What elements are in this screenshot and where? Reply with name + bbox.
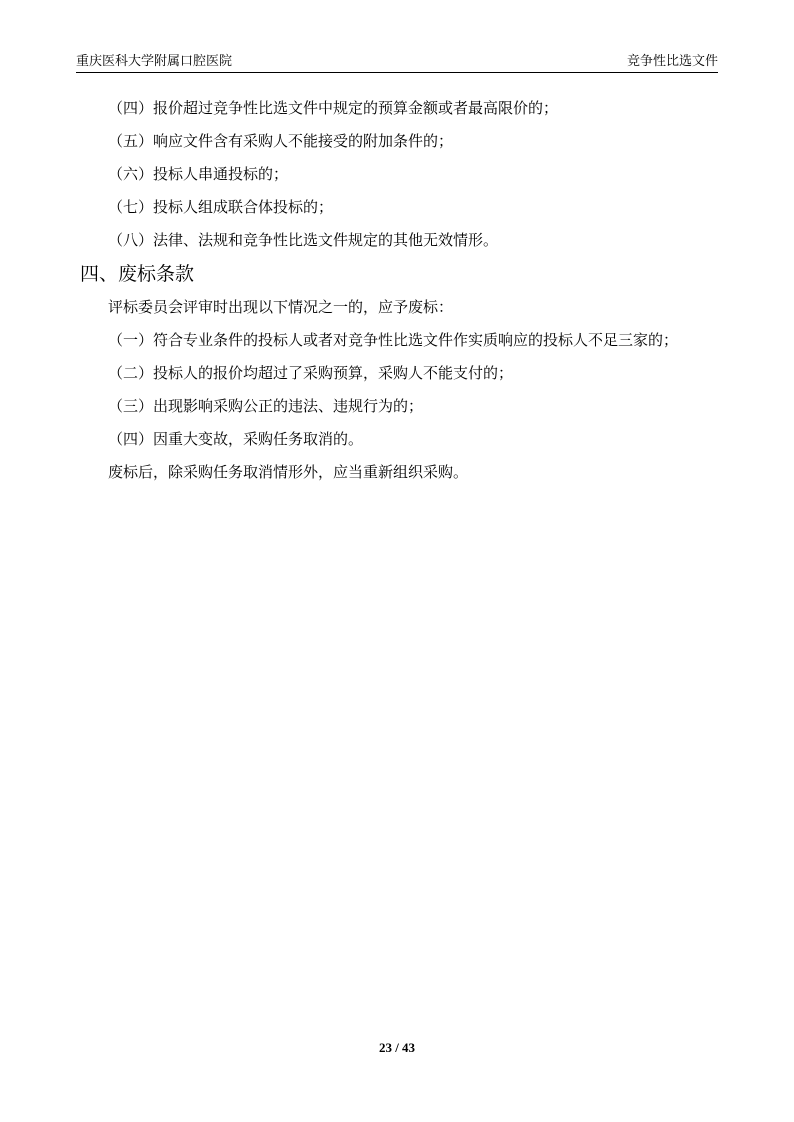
header-hospital-name: 重庆医科大学附属口腔医院 (76, 54, 233, 69)
rejection-item-3: （三）出现影响采购公正的违法、违规行为的； (108, 397, 424, 415)
rejection-item-1: （一）符合专业条件的投标人或者对竞争性比选文件作实质响应的投标人不足三家的； (108, 331, 679, 349)
rejection-item-2: （二）投标人的报价均超过了采购预算，采购人不能支付的； (108, 364, 514, 382)
invalid-bid-item-7: （七）投标人组成联合体投标的； (108, 198, 334, 216)
rejection-item-4: （四）因重大变故，采购任务取消的。 (108, 430, 364, 448)
page-header (76, 54, 718, 73)
section-heading-bid-rejection: 四、废标条款 (80, 263, 195, 285)
invalid-bid-item-6: （六）投标人串通投标的； (108, 165, 289, 183)
invalid-bid-item-5: （五）响应文件含有采购人不能接受的附加条件的； (108, 132, 454, 150)
page-body (76, 92, 724, 489)
rejection-intro: 评标委员会评审时出现以下情况之一的，应予废标： (108, 298, 454, 316)
header-document-title: 竞争性比选文件 (626, 54, 718, 69)
rejection-closing: 废标后，除采购任务取消情形外，应当重新组织采购。 (108, 463, 469, 481)
invalid-bid-item-8: （八）法律、法规和竞争性比选文件规定的其他无效情形。 (108, 231, 499, 249)
page-number: 23 / 43 (378, 1040, 416, 1055)
invalid-bid-item-4: （四）报价超过竞争性比选文件中规定的预算金额或者最高限价的； (108, 99, 559, 117)
